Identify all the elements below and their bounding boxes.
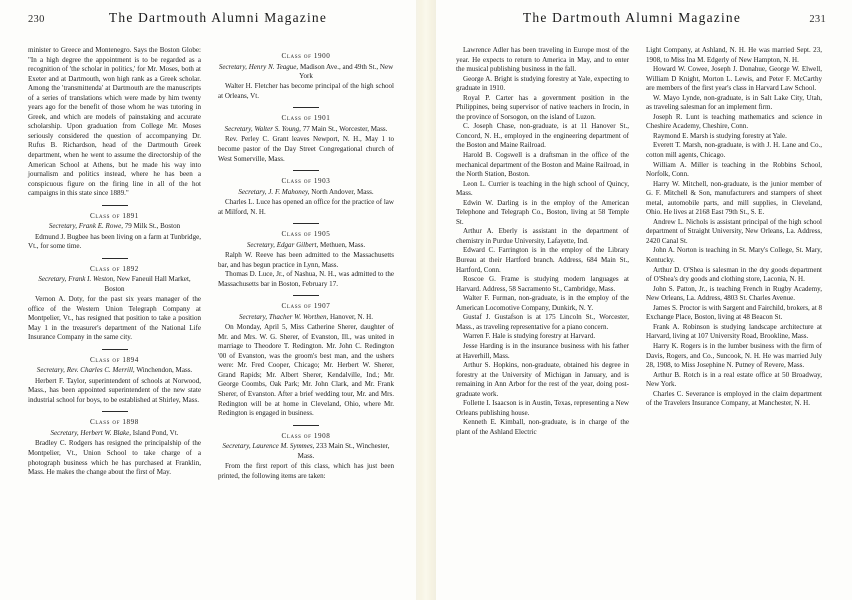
- class-note: Raymond E. Marsh is studying forestry at Yale.: [653, 131, 787, 140]
- section-rule: [293, 170, 319, 171]
- class-note: Light Company, at Ashland, N. H. He was married Sept. 23, 1908, to Miss Ina M. Edgerly of New Hampton, N. H.: [646, 46, 822, 64]
- page-230-columns: [28, 46, 394, 481]
- class-block-1892: [28, 265, 201, 343]
- page-231: [436, 0, 852, 600]
- class-block-1898: [28, 418, 201, 477]
- class-note: Edwin W. Darling is in the employ of the American Telephone and Telegraph Co., Boston, living at 58 Temple St.: [456, 198, 629, 226]
- class-note: John A. Norton is teaching in St. Mary's College, St. Mary, Kentucky.: [646, 246, 822, 265]
- class-block-1894: [28, 356, 201, 406]
- class-note: Edmund J. Bugbee has been living on a farm at Tunbridge, Vt., for some time.: [28, 232, 201, 251]
- class-note: Arthur D. O'Shea is salesman in the dry goods department of O'Shea's dry goods and clothing store, Laconia, N. H.: [646, 265, 822, 284]
- class-note: Warren F. Hale is studying forestry at Harvard.: [463, 332, 596, 341]
- class-block-1901: [218, 114, 394, 164]
- class-block-1900: [218, 52, 394, 101]
- class-note: Rev. Perley C. Grant leaves Newport, N. H., May 1 to become pastor of the Day Street Congregational church of West Somerville, Mass.: [218, 135, 394, 163]
- class-secretary: [218, 63, 394, 82]
- magazine-title-right: The Dartmouth Alumni Magazine: [522, 10, 742, 25]
- secretary-label: Secretary,: [224, 125, 253, 133]
- class-block-1905: [218, 230, 394, 289]
- class-note: Frank A. Robinson is studying landscape architecture at Harvard, living at 107 University Road, Brookline, Mass.: [646, 322, 822, 341]
- section-rule: [102, 349, 128, 350]
- class-note: Howard W. Cowee, Joseph J. Donahue, George W. Elwell, William D Knight, Morton L. Lewis, and Peter F. McCarthy are members of the first year's class in Harvard Law School.: [646, 65, 822, 93]
- secretary-label: Secretary,: [238, 312, 268, 321]
- folio-left: 230: [28, 14, 45, 25]
- class-heading: Class of 1908: [281, 431, 331, 440]
- class-block-1908: [218, 432, 394, 481]
- class-note: Lawrence Adler has been traveling in Europe most of the year. He expects to return to America in May, and to enter the musical publishing business in the fall.: [456, 46, 629, 74]
- secretary-address: Island Pond, Vt.: [132, 429, 179, 438]
- class-block-1891: [28, 212, 201, 252]
- class-note: Andrew L. Nichols is assistant principal of the high school department of Straight University, New Orleans, La. Address, 2420 Canal St.: [646, 217, 822, 245]
- class-note: W. Mayo Lynde, non-graduate, is in Salt Lake City, Utah, as traveling salesman for an implement firm.: [646, 93, 822, 112]
- class-note: C. Joseph Chase, non-graduate, is at 11 Hanover St., Concord, N. H., employed in the engineering department of the Boston and Maine Railroad.: [456, 122, 629, 150]
- secretary-name: J. F. Mahoney,: [268, 187, 310, 196]
- secretary-name: Thacher W. Worthen,: [268, 312, 329, 321]
- page-gutter: [416, 0, 436, 600]
- class-heading: Class of 1892: [90, 264, 139, 273]
- secretary-label: Secretary,: [50, 429, 79, 438]
- secretary-address: Winchendon, Mass.: [136, 366, 193, 375]
- secretary-label: Secretary,: [246, 240, 275, 249]
- class-secretary: [218, 313, 394, 322]
- class-note: Jesse Harding is in the insurance business with his father at Haverhill, Mass.: [456, 341, 629, 360]
- secretary-name: Rev. Charles C. Merrill,: [66, 366, 135, 375]
- section-rule: [102, 411, 128, 412]
- class-note: Roscoe G. Frame is studying modern languages at Harvard. Address, 58 Sacramento St., Cambridge, Mass.: [456, 275, 629, 293]
- secretary-name: Herbert W. Blake,: [80, 429, 132, 438]
- page-230: [0, 0, 416, 600]
- secretary-name: Frank I. Weston,: [68, 275, 115, 284]
- secretary-address: Methuen, Mass.: [319, 240, 366, 249]
- class-note: Kenneth E. Kimball, non-graduate, is in charge of the plant of the Ashland Electric: [456, 418, 629, 436]
- page-231-column-1: [456, 46, 629, 437]
- page-231-header: [456, 10, 826, 32]
- class-note: Gustaf J. Gustafson is at 175 Lincoln St., Worcester, Mass., as traveling representative for a piano concern.: [456, 313, 629, 331]
- class-heading: Class of 1907: [281, 302, 331, 311]
- class-secretary: [218, 125, 394, 134]
- class-block-1903: [218, 177, 394, 217]
- section-rule: [102, 205, 128, 206]
- page-230-header: [28, 10, 394, 32]
- class-heading: Class of 1901: [281, 114, 331, 123]
- class-note: Arthur A. Eberly is assistant in the department of chemistry in Purdue University, Lafayette, Ind.: [456, 227, 629, 245]
- class-note: Arthur S. Hopkins, non-graduate, obtained his degree in forestry at the University of Michigan in January, and is remaining in Ann Arbor for the rest of the year, doing post-graduate work.: [456, 361, 629, 398]
- class-note: From the first report of this class, which has just been printed, the following items are taken:: [218, 462, 394, 480]
- class-secretary: [28, 366, 201, 375]
- page-230-column-1: [28, 46, 201, 481]
- class-note: James S. Proctor is with Sargent and Fairchild, brokers, at 8 Exchange Place, Boston, living at 48 Beacon St.: [646, 303, 822, 322]
- section-rule: [293, 425, 319, 426]
- class-note: Herbert F. Taylor, superintendent of schools at Norwood, Mass., has been appointed superintendent of the new state industrial school for boys, to be established at Shirley, Mass.: [28, 376, 201, 404]
- secretary-address: 233 Main St., Winchester, Mass.: [297, 442, 390, 460]
- class-secretary: [28, 429, 201, 438]
- page-231-column-2: [646, 46, 822, 437]
- class-note: Harry K. Rogers is in the lumber business with the firm of Davis, Rogers, and Co., Suncook, N. H. He was married July 28, 1908, to Miss Josephine N. Putney of Revere, Mass.: [646, 341, 822, 370]
- class-note: Joseph R. Lunt is teaching mathematics and science in Cheshire Academy, Cheshire, Conn.: [646, 112, 822, 131]
- class-heading: Class of 1894: [90, 355, 139, 364]
- class-note: George A. Bright is studying forestry at Yale, expecting to graduate in 1910.: [456, 74, 629, 93]
- class-secretary: [28, 275, 201, 294]
- class-note: Vernon A. Doty, for the past six years manager of the office of the Western Union Telegraph Company at Montpelier, Vt., has resigned that position to take a position May 1 in the treasurer's department of the National Life Insurance Company in the same city.: [28, 295, 201, 342]
- secretary-name: Frank E. Rowe,: [78, 222, 123, 231]
- class-secretary: [28, 222, 201, 231]
- class-note: Follette I. Isaacson is in Austin, Texas, representing a New Orleans publishing house.: [456, 399, 629, 417]
- section-rule: [293, 295, 319, 296]
- section-rule: [102, 258, 128, 259]
- class-note: On Monday, April 5, Miss Catherine Sherer, daughter of Mr. and Mrs. W. G. Sherer, of Evanston, Ill., was united in marriage to Theodore T. Redington. Mr. John C. Redington '00 of Evanston, was the groom's best man, and the ushers were: Mr. Fred Cooper, Chicago; Mr. Herbert W. Sherer, Grand Rapids; Mr. Albert Sherer, Kendalville, Ind.; Mr. George Coombs, Oak Park; Mr. John Clark, and Mr. Frank Sherer, of Evanston. After a brief wedding tour, Mr. and Mrs. Redington will be at home in Cleveland, Ohio, where Mr. Redington is engaged in business.: [218, 323, 394, 418]
- secretary-name: Walter S. Young,: [254, 125, 301, 133]
- class-heading: Class of 1891: [90, 211, 139, 220]
- secretary-address: 77 Main St., Worcester, Mass.: [302, 125, 388, 133]
- continued-paragraph: minister to Greece and Montenegro. Says the Boston Globe: "In a high degree the appointment is to be regarded as a recognition of 'the scholar in politics,' for Mr. Moses, both at Exeter and at Dartmouth, won high rank as a Greek scholar. Among the 'transmittenda' at Dartmouth are the manuscripts of a series of translations which were made by him twenty years ago for the benefit of those whom he was tutoring in Greek, and which are models of painstaking and accurate scholarship. Upon graduation from College Mr. Moses seriously considered the question of accompanying Dr. Rufus B. Richardson, head of the Dartmouth Greek department, when he went to assume the directorship of the American School at Athens, but he made his way into journalism and politics instead, where he has been a conspicuous figure on the firing line in all of the hot campaigns in this state since 1889.": [28, 46, 201, 198]
- class-note: Harold B. Cogswell is a draftsman in the office of the mechanical department of the Boston and Maine Railroad, in the North Station, Boston.: [456, 151, 629, 179]
- class-note: Charles C. Severance is employed in the claim department of the Travelers Insurance Company, at Manchester, N. H.: [646, 389, 822, 408]
- class-heading: Class of 1905: [281, 230, 331, 239]
- class-secretary: [218, 241, 394, 250]
- class-note: William A. Miller is teaching in the Robbins School, Norfolk, Conn.: [646, 160, 822, 179]
- secretary-address: Madison Ave., and 49th St., New York: [299, 62, 394, 80]
- class-note: Walter F. Furman, non-graduate, is in the employ of the American Locomotive Company, Dunkirk, N. Y.: [456, 294, 629, 312]
- class-note: Charles L. Luce has opened an office for the practice of law at Milford, N. H.: [218, 198, 394, 216]
- class-note: John S. Patton, Jr., is teaching French in Rugby Academy, New Orleans, La. Address, 4803 St. Charles Avenue.: [646, 284, 822, 303]
- class-heading: Class of 1903: [281, 177, 331, 186]
- class-note: Edward C. Farrington is in the employ of the Library Bureau at their Hartford branch. Address, 684 Main St., Hartford, Conn.: [456, 246, 629, 274]
- secretary-label: Secretary,: [48, 222, 77, 231]
- class-secretary: [218, 442, 394, 461]
- class-note: Bradley C. Rodgers has resigned the principalship of the Montpelier, Vt., Union School to take charge of a photograph business which he has purchased at Franklin, Mass. He makes the change about the first of May.: [28, 439, 201, 477]
- secretary-label: Secretary,: [36, 366, 65, 375]
- class-block-1907: [218, 302, 394, 418]
- secretary-label: Secretary,: [222, 442, 251, 451]
- class-note: Thomas D. Luce, Jr., of Nashua, N. H., was admitted to the Massachusetts bar in Boston, February 17.: [218, 270, 394, 288]
- class-note: Leon L. Currier is teaching in the high school of Quincy, Mass.: [456, 179, 629, 198]
- secretary-name: Henry N. Teague,: [248, 62, 299, 71]
- class-note: Everett T. Marsh, non-graduate, is with J. H. Lane and Co., cotton mill agents, Chicago.: [646, 141, 822, 160]
- class-note: Walter H. Fletcher has become principal of the high school at Orleans, Vt.: [218, 82, 394, 100]
- class-note: Royal P. Carter has a government position in the Philippines, being supervisor of native teachers in Irocin, in the province of Sorsogon, on the island of Luzon.: [456, 93, 629, 121]
- section-rule: [293, 223, 319, 224]
- secretary-label: Secretary,: [218, 62, 247, 71]
- page-231-columns: [456, 46, 826, 437]
- section-rule: [293, 107, 319, 108]
- class-note: Harry W. Mitchell, non-graduate, is the junior member of G. F. Mitchell & Son, manufacturers and stampers of sheet metal, automobile parts, and mill supplies, in Cleveland, Ohio. He lives at 2168 East 79th St., S. E.: [646, 179, 822, 217]
- secretary-address: North Andover, Mass.: [311, 187, 374, 196]
- folio-right: 231: [809, 14, 826, 25]
- class-note: Arthur B. Rotch is in a real estate office at 50 Broadway, New York.: [646, 370, 822, 389]
- class-heading: Class of 1898: [90, 418, 139, 427]
- magazine-title-left: The Dartmouth Alumni Magazine: [108, 10, 328, 25]
- secretary-label: Secretary,: [38, 275, 67, 284]
- page-230-column-2: [218, 46, 394, 481]
- secretary-name: Edgar Gilbert,: [276, 240, 319, 249]
- class-secretary: [218, 188, 394, 197]
- class-heading: Class of 1900: [281, 52, 331, 60]
- secretary-address: New Faneuil Hall Market, Boston: [104, 275, 191, 293]
- secretary-address: 79 Milk St., Boston: [124, 222, 181, 231]
- secretary-name: Laurence M. Symmes,: [252, 442, 315, 451]
- secretary-label: Secretary,: [238, 187, 267, 196]
- secretary-address: Hanover, N. H.: [330, 312, 373, 321]
- class-note: Ralph W. Reeve has been admitted to the Massachusetts bar, and has begun practice in Lynn, Mass.: [218, 251, 394, 269]
